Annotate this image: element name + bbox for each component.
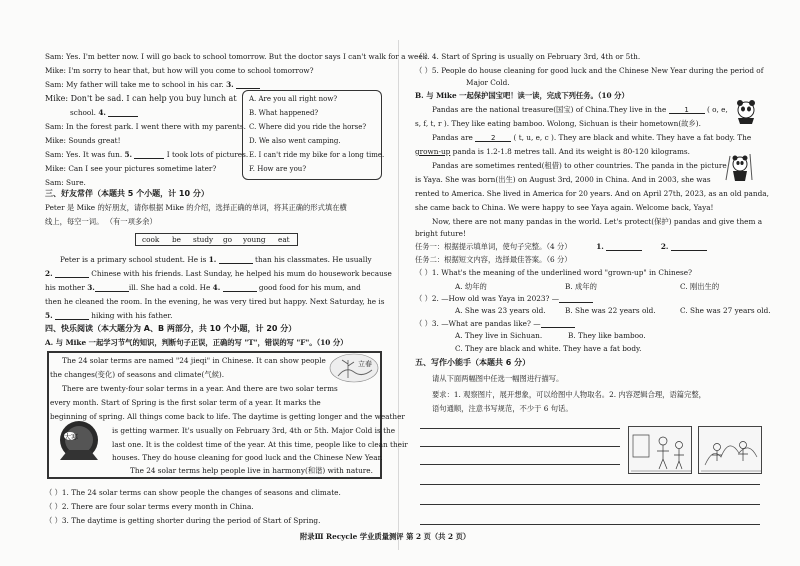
word-bank-item: eat — [278, 235, 290, 244]
writing-line[interactable] — [420, 428, 620, 429]
tf-question: （ ）5. People do house cleaning for good luck and the Chinese New Year during the period of — [415, 66, 764, 75]
passage-line: Pandas are the national treasure(国宝) of China.They live in the 1 ( o, e, — [432, 105, 728, 114]
mc-option: B. She was 22 years old. — [565, 306, 656, 315]
task-line: 任务二：根据短文内容，选择最佳答案。（6 分） — [415, 255, 572, 264]
option-item: E. I can't ride my bike for a long time. — [249, 151, 385, 159]
mc-option: B. They like bamboo. — [568, 331, 646, 340]
writing-picture-1 — [628, 426, 692, 474]
column-divider — [398, 40, 399, 550]
instruction: Peter 是 Mike 的好朋友，请你根据 Mike 的介绍，选择正确的单词，将其正确的形式填在横 — [45, 203, 347, 212]
dialogue-line: Mike: Don't be sad. I can help you buy lunch at — [45, 94, 237, 103]
tf-question: （ ）3. The daytime is getting shorter during the period of Start of Spring. — [45, 516, 321, 525]
mc-option: A. She was 23 years old. — [455, 306, 546, 315]
tf-question: （ ）2. There are four solar terms every month in China. — [45, 502, 254, 511]
section-title: 五、写作小能手（本题共 6 分） — [415, 358, 531, 367]
reading-line: The 24 solar terms help people live in harmony(和谐) with nature. — [130, 466, 373, 475]
answer-blank[interactable] — [236, 81, 260, 89]
passage-line: bright future! — [415, 229, 466, 238]
dialogue-line: Mike: I'm sorry to hear that, but how will you come to school tomorrow? — [45, 66, 314, 75]
page-footer: 附录Ⅲ Recycle 学业质量测评 第 2 页（共 2 页） — [300, 532, 471, 541]
answer-blank[interactable] — [108, 109, 138, 117]
answer-blank[interactable] — [55, 312, 89, 320]
answer-blank[interactable] — [223, 284, 257, 292]
reading-line: The 24 solar terms are named "24 jieqi" in Chinese. It can show people — [62, 356, 326, 365]
passage-line: 2. Chinese with his friends. Last Sunday, he helped his mum do housework because — [45, 269, 392, 278]
mc-option: B. 成年的 — [565, 282, 597, 291]
word-bank-item: be — [172, 235, 181, 244]
writing-line[interactable] — [420, 484, 760, 485]
answer-blank[interactable] — [541, 320, 575, 328]
word-bank — [135, 233, 298, 246]
instruction: 线上，每空一词。 （有一项多余） — [45, 217, 157, 226]
passage-line: then he cleaned the room. In the evening, he was very tired but happy. Next Saturday, he is — [45, 297, 385, 306]
instruction: 要求：1. 观察图片，展开想象，可以给图中人物取名。2. 内容逻辑合理，语篇完整， — [432, 390, 706, 399]
reading-line: houses. They do house cleaning for good luck and the Chinese New Year. — [112, 453, 383, 462]
answer-blank[interactable] — [606, 243, 642, 251]
answer-blank[interactable] — [671, 243, 707, 251]
spring-illustration — [328, 352, 380, 384]
mc-option: C. They are black and white. They have a fat body. — [455, 344, 642, 353]
underlined-word: grown-up — [415, 147, 451, 156]
dialogue-line: Sam: In the forest park. I went there with my parents. — [45, 122, 246, 131]
writing-line[interactable] — [420, 504, 760, 505]
major-cold-illustration — [50, 420, 108, 464]
writing-line[interactable] — [420, 446, 620, 447]
reading-line: There are twenty-four solar terms in a year. And there are two solar terms — [62, 384, 338, 393]
passage-line: grown-up panda is 1.2-1.8 metres tall. And its weight is 80-120 kilograms. — [415, 147, 690, 156]
mc-question: （ ）1. What's the meaning of the underlined word "grown-up" in Chinese? — [415, 268, 693, 277]
dialogue-line: Sam: My father will take me to school in his car. 3. — [45, 80, 260, 89]
option-item: B. What happened? — [249, 109, 319, 117]
passage-line: Pandas are 2 ( t, u, e, c ). They are black and white. They have a fat body. The — [432, 133, 752, 142]
dialogue-line: Mike: Sounds great! — [45, 136, 121, 145]
option-item: C. Where did you ride the horse? — [249, 123, 367, 131]
answer-blank[interactable] — [134, 151, 164, 159]
answer-blank[interactable] — [219, 256, 253, 264]
mc-question: （ ）3. —What are pandas like? — — [415, 319, 575, 328]
dialogue-line: school. 4. — [70, 108, 138, 117]
reading-line: last one. It is the coldest time of the year. At this time, people like to clean their — [112, 440, 408, 449]
panda-yaya-illustration — [724, 152, 756, 182]
word-bank-item: go — [223, 235, 233, 244]
answer-blank[interactable]: 2 — [475, 134, 511, 142]
passage-line: Pandas are sometimes rented(租借) to other countries. The panda in the picture — [432, 161, 727, 170]
section-title: 四、快乐阅读（本大题分为 A、B 两部分，共 10 个小题，计 20 分） — [45, 324, 297, 333]
mc-option: A. They live in Sichuan. — [455, 331, 543, 340]
tf-question: （ ）4. Start of Spring is usually on February 3rd, 4th or 5th. — [415, 52, 641, 61]
tf-question: （ ）1. The 24 solar terms can show people the changes of seasons and climate. — [45, 488, 341, 497]
option-item: A. Are you all right now? — [249, 95, 338, 103]
passage-line: rented to America. She lived in America for 20 years. And on April 27th, 2023, as an old panda, — [415, 189, 769, 198]
instruction: B. 与 Mike 一起保护国宝吧！读一读，完成下列任务。（10 分） — [415, 91, 629, 100]
section-title: 三、好友常伴（本题共 5 个小题，计 10 分） — [45, 189, 209, 198]
dialogue-line: Sam: Yes. I'm better now. I will go back to school tomorrow. But the doctor says I can't walk for a week. — [45, 52, 430, 61]
instruction: 请从下面两幅图中任选一幅图进行描写。 — [432, 374, 564, 383]
writing-line[interactable] — [420, 464, 620, 465]
answer-blank[interactable] — [95, 284, 129, 292]
word-bank-item: cook — [142, 235, 160, 244]
word-bank-item: study — [193, 235, 214, 244]
answer-blank[interactable]: 1 — [669, 106, 705, 114]
writing-line[interactable] — [420, 524, 760, 525]
passage-line: his mother 3. ill. She had a cold. He 4. good food for his mum, and — [45, 283, 361, 292]
mc-option: A. 幼年的 — [455, 282, 487, 291]
option-item: F. How are you? — [249, 165, 307, 173]
answer-blank[interactable] — [55, 270, 89, 278]
dialogue-line: Sam: Yes. It was fun. 5. I took lots of pictures. — [45, 150, 249, 159]
mc-question: （ ）2. —How old was Yaya in 2023? — — [415, 294, 593, 303]
passage-line: s, f, t, r ). They like eating bamboo. Wolong, Sichuan is their hometown(故乡). — [415, 119, 701, 128]
tf-question: Major Cold. — [466, 78, 510, 87]
word-bank-item: young — [243, 235, 266, 244]
answer-blank[interactable] — [559, 295, 593, 303]
passage-line: 5. hiking with his father. — [45, 311, 173, 320]
passage-line: she came back to China. We were happy to see Yaya again. Welcome back, Yaya! — [415, 203, 714, 212]
stamp-text: 大寒 — [64, 433, 78, 441]
task-line: 任务一：根据提示填单词，使句子完整。（4 分） 1. 2. — [415, 242, 707, 251]
dialogue-line: Sam: Sure. — [45, 178, 86, 187]
option-item: D. We also went camping. — [249, 137, 341, 145]
panda-illustration — [733, 98, 759, 124]
mc-option: C. 刚出生的 — [680, 282, 720, 291]
dialogue-line: Mike: Can I see your pictures sometime later? — [45, 164, 217, 173]
reading-line: the changes(变化) of seasons and climate(气候). — [50, 370, 225, 379]
passage-line: is Yaya. She was born(出生) on August 3rd, 2000 in China. And in 2003, she was — [415, 175, 711, 184]
passage-line: Now, there are not many pandas in the world. Let's protect(保护) pandas and give them a — [432, 217, 763, 226]
options-box — [242, 90, 385, 180]
reading-line: beginning of spring. All things come back to life. The daytime is getting longer and the weather — [50, 412, 405, 421]
instruction: 语句通顺，注意书写规范，不少于 6 句话。 — [432, 404, 573, 413]
reading-line: every month. Start of Spring is the first solar term of a year. It marks the — [50, 398, 321, 407]
reading-line: is getting warmer. It's usually on February 3rd, 4th or 5th. Major Cold is the — [112, 426, 396, 435]
instruction: A. 与 Mike 一起学习节气的知识，判断句子正误，正确的写 "T"，错误的写 "F"。（10 分） — [45, 338, 348, 347]
stamp-text: 立春 — [358, 360, 372, 368]
mc-option: C. She was 27 years old. — [680, 306, 771, 315]
writing-picture-2 — [698, 426, 762, 474]
passage-line: Peter is a primary school student. He is 1. than his classmates. He usually — [60, 255, 372, 264]
